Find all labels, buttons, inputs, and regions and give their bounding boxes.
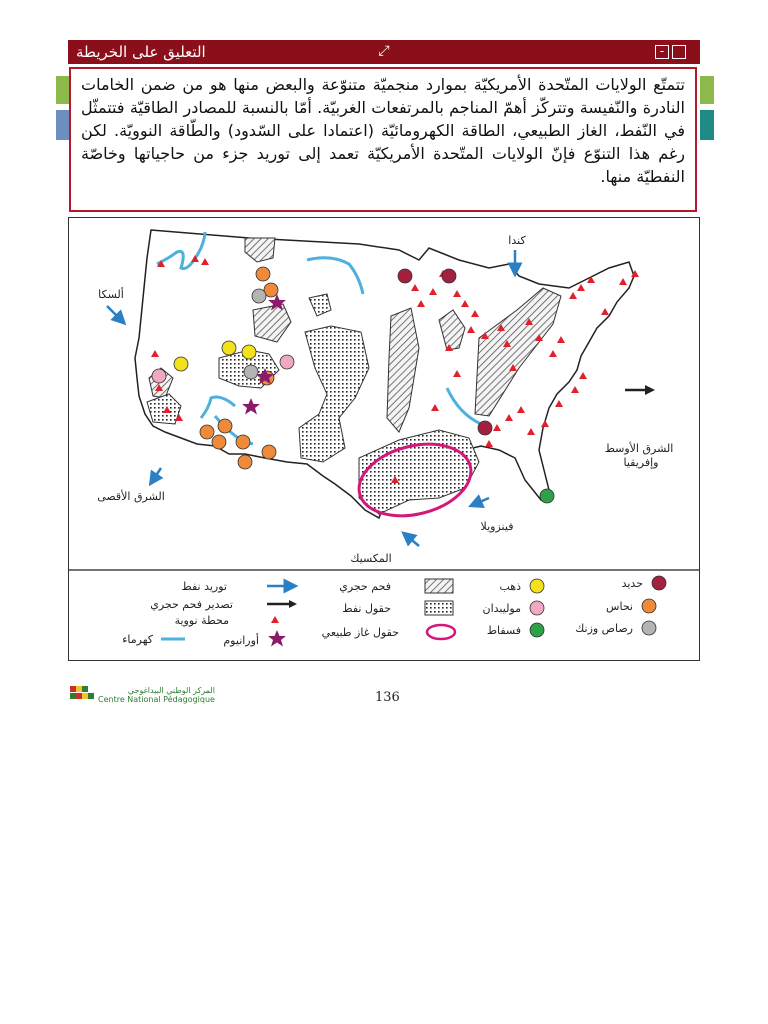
cnp-logo-mark — [70, 686, 94, 704]
label-middle-east: الشرق الأوسط — [604, 442, 674, 455]
side-bar-green — [56, 76, 70, 104]
legend-phosphate: فسفاط — [486, 624, 521, 637]
coal-export-arrow — [625, 385, 655, 395]
phosphate-deposit — [540, 489, 554, 503]
section-title-bar — [68, 40, 700, 64]
logo-text-french: Centre National Pédagogique — [98, 695, 215, 704]
section-title: التعليق على الخريطة — [76, 43, 206, 61]
side-bar-right-green — [700, 76, 714, 104]
legend-gold: ذهب — [499, 580, 521, 593]
map-legend — [122, 576, 666, 647]
commentary-paragraph: تتمتّع الولايات المتّحدة الأمريكيّة بموارد منجميّة متنوّعة والبعض منها هو من ضمن الخامات النادرة والنّفيسة وتتركّز أهمّ المناجم بالمرتفعات الغربيّة. أمّا بالنسبة للمصادر الطاقيّة فتتمثّل في النّفط، الغاز الطبيعي، الطاقة الكهرومائيّة (اعتمادا على السّدود) والطّاقة النوويّة. لكن رغم هذا التنوّع فإنّ الولايات المتّحدة الأمريكيّة تعمد إلى توريد جزء من حاجياتها وخاصّة النفطيّة منها. — [69, 67, 697, 212]
legend-oil-import: توريد نفط — [181, 580, 227, 593]
legend-molybdenum: موليبدان — [482, 602, 521, 615]
minimize-button[interactable]: - — [655, 45, 669, 59]
legend-copper: نحاس — [606, 600, 633, 613]
usa-resources-map — [68, 217, 700, 661]
legend-hydro: كهرماء — [122, 633, 153, 646]
window-controls — [655, 45, 686, 59]
side-bar-blue — [56, 110, 70, 140]
label-africa: وإفريقيا — [623, 456, 659, 469]
cnp-logo — [70, 686, 215, 704]
legend-nuclear: محطة نووية — [174, 614, 229, 627]
legend-coal-export: تصدير فحم حجري — [150, 598, 233, 611]
legend-gas-fields: حقول غاز طبيعي — [321, 626, 399, 639]
label-mexico: المكسيك — [350, 552, 392, 565]
side-bar-right-teal — [700, 110, 714, 140]
blank-box-button[interactable] — [672, 45, 686, 59]
legend-iron: حديد — [621, 577, 643, 590]
legend-coal: فحم حجري — [339, 580, 391, 593]
logo-text-arabic: المركز الوطني البيداغوجي — [127, 686, 215, 695]
expand-arrows-icon[interactable]: ⤢ — [378, 43, 390, 59]
legend-lead-zinc: رصاص وزنك — [575, 622, 633, 635]
legend-uranium: أورانيوم — [223, 634, 259, 647]
legend-oil-fields: حقول نفط — [342, 602, 391, 615]
label-canada: كندا — [508, 234, 526, 247]
page-number: 136 — [375, 690, 400, 705]
label-venezuela: فينزويلا — [480, 520, 514, 533]
label-far-east: الشرق الأقصى — [97, 490, 165, 503]
label-alaska: ألسكا — [98, 288, 124, 301]
